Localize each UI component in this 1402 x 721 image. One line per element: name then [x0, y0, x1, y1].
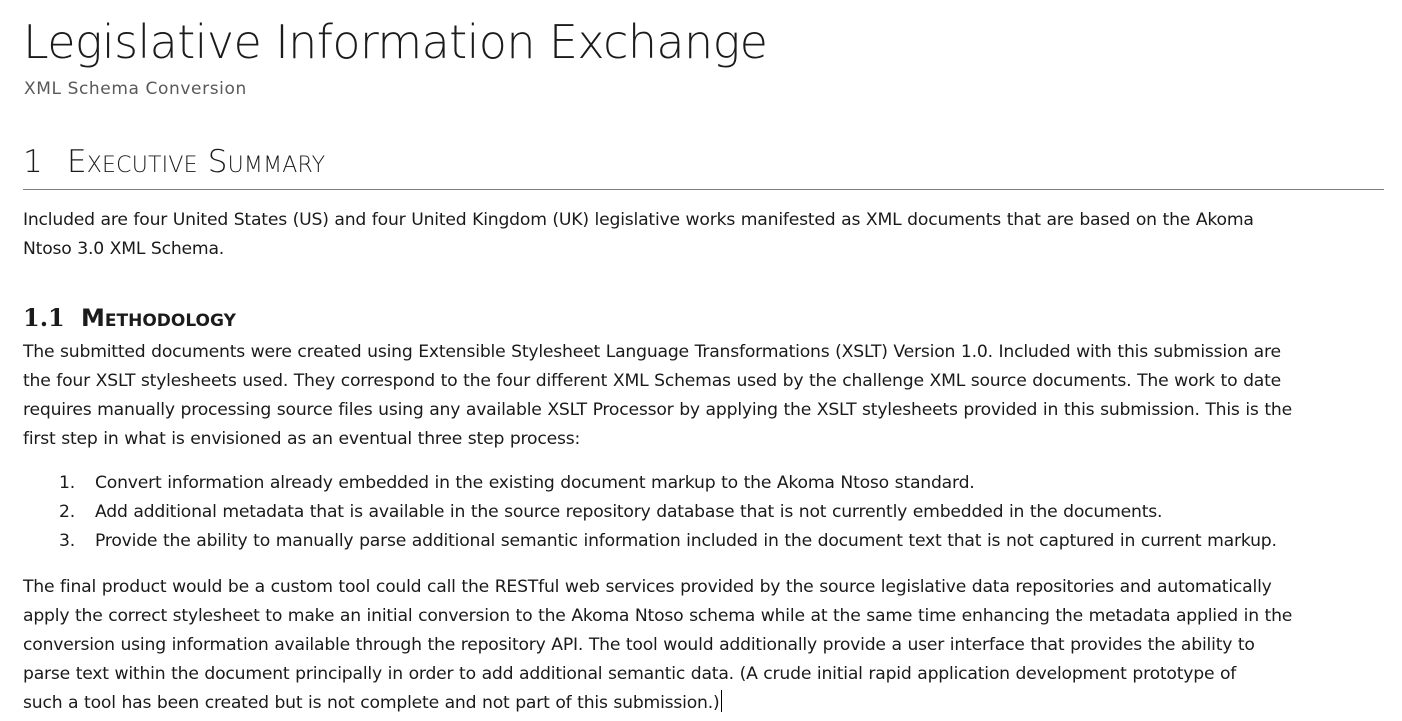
list-item[interactable]: [23, 498, 1384, 527]
document-title[interactable]: Legislative Information Exchange: [23, 15, 768, 69]
text-line: first step in what is envisioned as an eventual three step process:: [23, 429, 581, 449]
text-line: The submitted documents were created using Extensible Stylesheet Language Transformations (XSLT) Version 1.0. Included with this submission are: [23, 342, 1281, 362]
list-item-text: Provide the ability to manually parse additional semantic information included in the document text that is not captured in current markup.: [95, 531, 1277, 551]
list-marker: 3.: [59, 531, 75, 551]
last-text-line: [23, 689, 1384, 718]
list-marker: 2.: [59, 502, 75, 522]
text-line: requires manually processing source files using any available XSLT Processor by applying the XSLT stylesheets provided in this submission. This is the: [23, 400, 1292, 420]
subsection-title: Methodology: [81, 304, 236, 332]
text-line: apply the correct stylesheet to make an initial conversion to the Akoma Ntoso schema while at the same time enhancing the metadata applied in the: [23, 606, 1293, 626]
subsection-number: 1.1: [23, 303, 65, 332]
list-marker: 1.: [59, 473, 75, 493]
list-item-text: Add additional metadata that is available in the source repository database that is not currently embedded in the documents.: [95, 502, 1163, 522]
list-item-text: Convert information already embedded in the existing document markup to the Akoma Ntoso standard.: [95, 473, 975, 493]
executive-summary-paragraph[interactable]: [23, 206, 1384, 264]
text-cursor: [721, 690, 722, 712]
methodology-paragraph[interactable]: [23, 338, 1384, 454]
section-title: Executive Summary: [67, 144, 326, 180]
section-heading-executive-summary[interactable]: [23, 142, 1384, 190]
text-line: conversion using information available through the repository API. The tool would additionally provide a user interface that provides the ability to: [23, 635, 1255, 655]
text-line: Included are four United States (US) and four United Kingdom (UK) legislative works manifested as XML documents that are based on the Akoma: [23, 210, 1254, 230]
section-number: 1: [23, 144, 43, 180]
text-line: The final product would be a custom tool could call the RESTful web services provided by the source legislative data repositories and automatically: [23, 577, 1272, 597]
list-item[interactable]: [23, 469, 1384, 498]
list-item[interactable]: [23, 527, 1384, 556]
process-steps-list[interactable]: [23, 469, 1384, 556]
closing-paragraph[interactable]: [23, 573, 1384, 718]
text-line: parse text within the document principally in order to add additional semantic data. (A crude initial rapid application development prototype of: [23, 664, 1237, 684]
text-line-content: such a tool has been created but is not complete and not part of this submission.): [23, 693, 720, 713]
document-subtitle[interactable]: XML Schema Conversion: [24, 79, 247, 99]
text-line: Ntoso 3.0 XML Schema.: [23, 239, 225, 259]
text-line: the four XSLT stylesheets used. They correspond to the four different XML Schemas used by the challenge XML source documents. The work to date: [23, 371, 1282, 391]
